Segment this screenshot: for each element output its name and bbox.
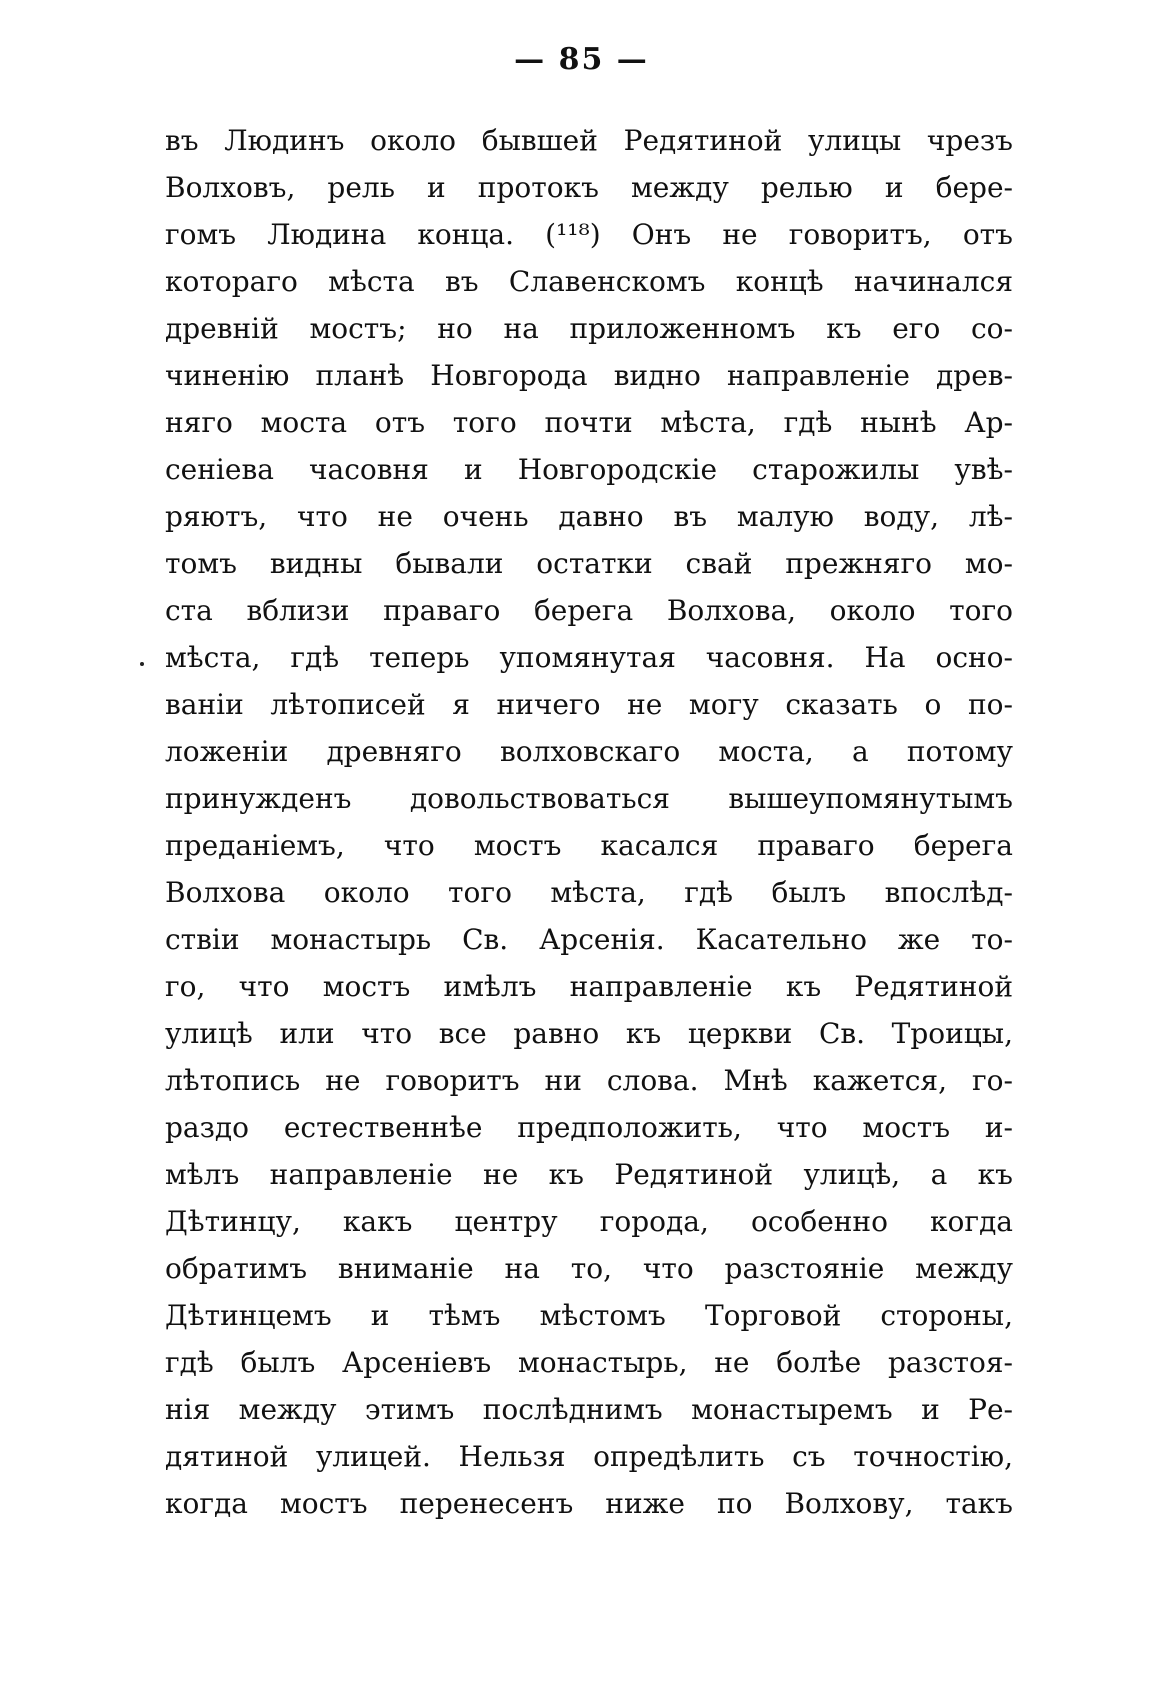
text-line: ложеніи древняго волховскаго моста, а потому	[165, 735, 1013, 768]
page-number: — 85 —	[514, 42, 649, 77]
text-line: мѣлъ направленіе не къ Редятиной улицѣ, а къ	[165, 1158, 1013, 1191]
text-line: мѣста, гдѣ теперь упомянутая часовня. На осно-	[165, 641, 1013, 674]
text-line: Дѣтинцемъ и тѣмъ мѣстомъ Торговой стороны,	[165, 1299, 1013, 1332]
text-line: сеніева часовня и Новгородскіе старожилы увѣ-	[165, 453, 1013, 486]
body-text	[165, 117, 1013, 1527]
ink-speck	[140, 662, 144, 666]
text-line: лѣтопись не говоритъ ни слова. Мнѣ кажется, го-	[165, 1064, 1013, 1097]
text-line: въ Людинъ около бывшей Редятиной улицы чрезъ	[165, 124, 1013, 157]
text-line: дятиной улицей. Нельзя опредѣлить съ точностію,	[165, 1440, 1013, 1473]
text-line: раздо естественнѣе предположить, что мостъ и-	[165, 1111, 1013, 1144]
text-line: ста вблизи праваго берега Волхова, около того	[165, 594, 1013, 627]
text-line: томъ видны бывали остатки свай прежняго мо-	[165, 547, 1013, 580]
text-line: принужденъ довольствоваться вышеупомянутымъ	[165, 782, 1013, 815]
text-line: нія между этимъ послѣднимъ монастыремъ и Ре-	[165, 1393, 1013, 1426]
text-line: ряютъ, что не очень давно въ малую воду, лѣ-	[165, 500, 1013, 533]
text-line: гдѣ былъ Арсеніевъ монастырь, не болѣе разстоя-	[165, 1346, 1013, 1379]
text-line: няго моста отъ того почти мѣста, гдѣ нынѣ Ар-	[165, 406, 1013, 439]
text-line: ваніи лѣтописей я ничего не могу сказать о по-	[165, 688, 1013, 721]
text-line: чиненію планѣ Новгорода видно направленіе древ-	[165, 359, 1013, 392]
text-line: Волховъ, рель и протокъ между релью и бере-	[165, 171, 1013, 204]
text-line: Дѣтинцу, какъ центру города, особенно когда	[165, 1205, 1013, 1238]
text-line: обратимъ вниманіе на то, что разстояніе между	[165, 1252, 1013, 1285]
text-line: древній мостъ; но на приложенномъ къ его со-	[165, 312, 1013, 345]
text-line: ствіи монастырь Св. Арсенія. Касательно же то-	[165, 923, 1013, 956]
text-line: Волхова около того мѣста, гдѣ былъ впослѣд-	[165, 876, 1013, 909]
text-line: когда мостъ перенесенъ ниже по Волхову, такъ	[165, 1487, 1013, 1520]
text-line: преданіемъ, что мостъ касался праваго берега	[165, 829, 1013, 862]
text-line: гомъ Людина конца. (¹¹⁸) Онъ не говоритъ, отъ	[165, 218, 1013, 251]
text-line: го, что мостъ имѣлъ направленіе къ Редятиной	[165, 970, 1013, 1003]
text-line: улицѣ или что все равно къ церкви Св. Троицы,	[165, 1017, 1013, 1050]
text-line: котораго мѣста въ Славенскомъ концѣ начинался	[165, 265, 1013, 298]
